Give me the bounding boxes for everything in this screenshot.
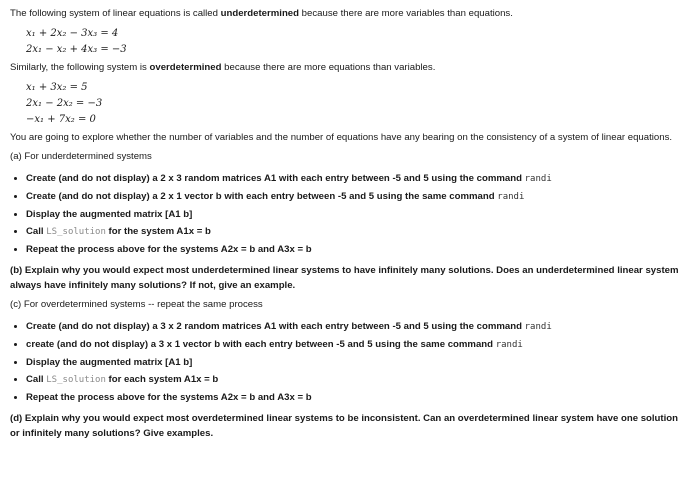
code-randi: randi [524, 322, 552, 333]
part-a-heading: (a) For underdetermined systems [10, 150, 152, 162]
part-a-list [10, 170, 690, 258]
explore-paragraph: You are going to explore whether the number of variables and the number of equations have any bearing on the consistency of a system of linear equations. [10, 131, 673, 143]
code-ls-solution: LS_solution [46, 375, 106, 386]
list-item: • Display the augmented matrix [A1 b] [26, 354, 690, 371]
equation: 2x₁ − 2x₂ = −3 [26, 97, 103, 109]
code-randi: randi [497, 191, 525, 202]
list-item: • Call LS_solution for the system A1x = b [26, 223, 690, 241]
part-c-heading: (c) For overdetermined systems -- repeat the same process [10, 299, 263, 311]
code-randi: randi [495, 340, 523, 351]
list-item: • Call LS_solution for each system A1x = b [26, 371, 690, 389]
equation: −x₁ + 7x₂ = 0 [26, 113, 96, 125]
code-ls-solution: LS_solution [46, 226, 106, 237]
part-d-question: (d) Explain why you would expect most overdetermined linear systems to be inconsistent. Can an overdetermined linear system have one solution or infinitely many solutions? Give examples. [10, 413, 679, 440]
system-overdetermined [26, 80, 690, 128]
equation: x₁ + 2x₂ − 3x₃ = 4 [26, 27, 119, 39]
list-item: • Create (and do not display) a 2 x 1 vector b with each entry between -5 and 5 using the same command randi [26, 188, 690, 206]
list-item: • Create (and do not display) a 3 x 2 random matrices A1 with each entry between -5 and 5 using the command randi [26, 318, 690, 336]
part-b-question: (b) Explain why you would expect most underdetermined linear systems to have infinitely many solutions. Does an underdetermined linear system always have infinitely many solutions? If not, give an example. [10, 264, 679, 291]
intro-overdetermined: Similarly, the following system is overdetermined because there are more equations than variables. [10, 61, 436, 73]
term-overdetermined: overdetermined [149, 61, 222, 73]
code-randi: randi [524, 173, 552, 184]
list-item: • Repeat the process above for the systems A2x = b and A3x = b [26, 389, 690, 406]
intro-underdetermined: The following system of linear equations is called underdetermined because there are more variables than equations. [10, 8, 513, 19]
list-item: • create (and do not display) a 3 x 1 vector b with each entry between -5 and 5 using the same command randi [26, 336, 690, 354]
equation: 2x₁ − x₂ + 4x₃ = −3 [26, 43, 127, 55]
equation: x₁ + 3x₂ = 5 [26, 81, 88, 93]
part-c-list [10, 318, 690, 406]
system-underdetermined [26, 26, 690, 58]
list-item: • Create (and do not display) a 2 x 3 random matrices A1 with each entry between -5 and 5 using the command randi [26, 170, 690, 188]
list-item: • Display the augmented matrix [A1 b] [26, 206, 690, 223]
list-item: • Repeat the process above for the systems A2x = b and A3x = b [26, 241, 690, 258]
term-underdetermined: underdetermined [220, 8, 300, 19]
